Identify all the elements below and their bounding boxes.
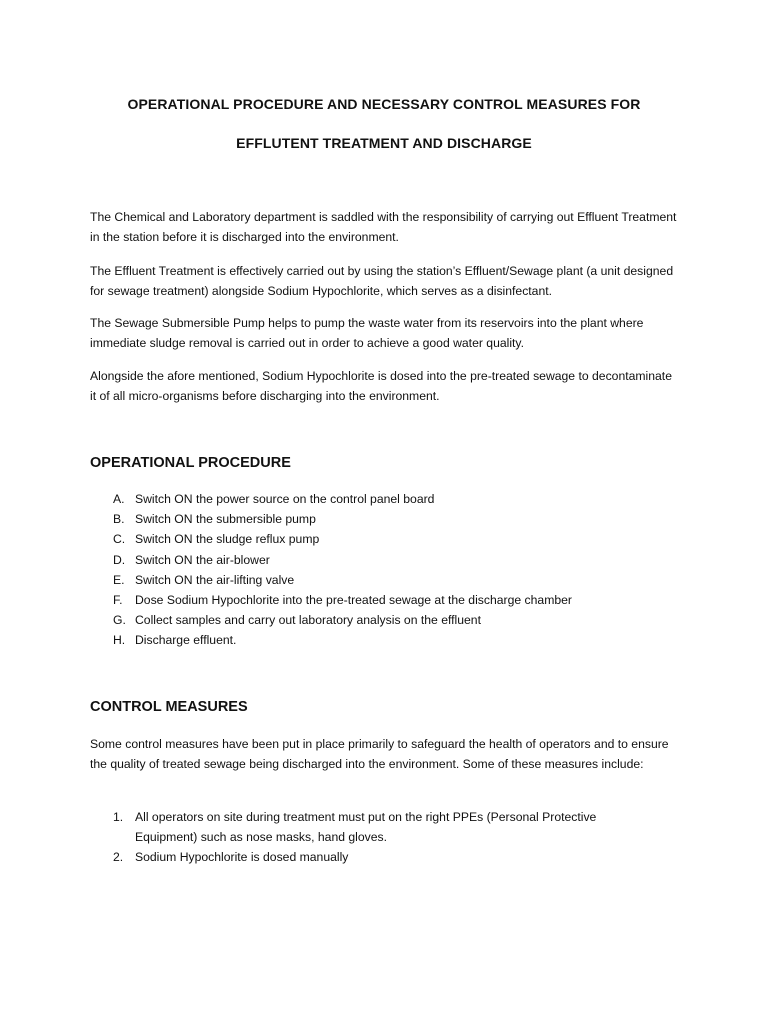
list-item-text: Switch ON the air-blower — [135, 552, 270, 567]
list-item — [90, 550, 690, 570]
operational-procedure-list — [90, 489, 690, 651]
list-item — [90, 509, 690, 529]
control-measures-intro: Some control measures have been put in place primarily to safeguard the health of operators and to ensure the quality of treated sewage being discharged into the environment. Some of these measures include: — [90, 737, 669, 771]
list-marker: B. — [113, 512, 125, 527]
intro-paragraph-4: Alongside the afore mentioned, Sodium Hypochlorite is dosed into the pre-treated sewage to decontaminate it of all micro-organisms before discharging into the environment. — [90, 369, 672, 403]
list-item — [90, 610, 690, 630]
operational-procedure-heading: OPERATIONAL PROCEDURE — [90, 455, 291, 471]
control-measures-heading: CONTROL MEASURES — [90, 699, 248, 715]
list-marker: E. — [113, 572, 125, 587]
list-marker: 2. — [113, 850, 124, 864]
list-marker: D. — [113, 552, 126, 567]
list-item-text: All operators on site during treatment must put on the right PPEs (Personal Protective Equipment) such as nose masks, hand gloves. — [135, 810, 597, 844]
list-item-text: Switch ON the power source on the control panel board — [135, 492, 435, 506]
list-item-text: Switch ON the air-lifting valve — [135, 572, 295, 587]
list-item-text: Discharge effluent. — [135, 633, 237, 648]
list-item — [90, 570, 690, 590]
list-item — [90, 489, 690, 509]
document-title-line-1: OPERATIONAL PROCEDURE AND NECESSARY CONTROL MEASURES FOR — [127, 96, 641, 112]
document-title-line-2: EFFLUTENT TREATMENT AND DISCHARGE — [236, 135, 532, 151]
list-marker: F. — [113, 593, 123, 608]
intro-paragraph-1: The Chemical and Laboratory department is saddled with the responsibility of carrying out Effluent Treatment in the station before it is discharged into the environment. — [90, 210, 677, 244]
list-item — [90, 807, 655, 847]
list-item — [90, 590, 690, 610]
list-item — [90, 847, 655, 867]
list-item-text: Collect samples and carry out laboratory analysis on the effluent — [135, 613, 481, 628]
intro-paragraph-3: The Sewage Submersible Pump helps to pump the waste water from its reservoirs into the plant where immediate sludge removal is carried out in order to achieve a good water quality. — [90, 316, 644, 350]
list-marker: H. — [113, 633, 126, 648]
list-item-text: Sodium Hypochlorite is dosed manually — [135, 850, 349, 864]
intro-paragraph-2: The Effluent Treatment is effectively carried out by using the station’s Effluent/Sewage plant (a unit designed for sewage treatment) alongside Sodium Hypochlorite, which serves as a disinfectant. — [90, 264, 674, 298]
list-item — [90, 529, 690, 549]
list-item-text: Switch ON the submersible pump — [135, 512, 316, 527]
list-item-text: Dose Sodium Hypochlorite into the pre-treated sewage at the discharge chamber — [135, 593, 572, 608]
list-marker: G. — [113, 613, 126, 628]
list-marker: A. — [113, 492, 125, 506]
list-item-text: Switch ON the sludge reflux pump — [135, 532, 320, 547]
list-item — [90, 630, 690, 650]
control-measures-list — [90, 807, 690, 867]
list-marker: 1. — [113, 810, 124, 824]
list-marker: C. — [113, 532, 126, 547]
